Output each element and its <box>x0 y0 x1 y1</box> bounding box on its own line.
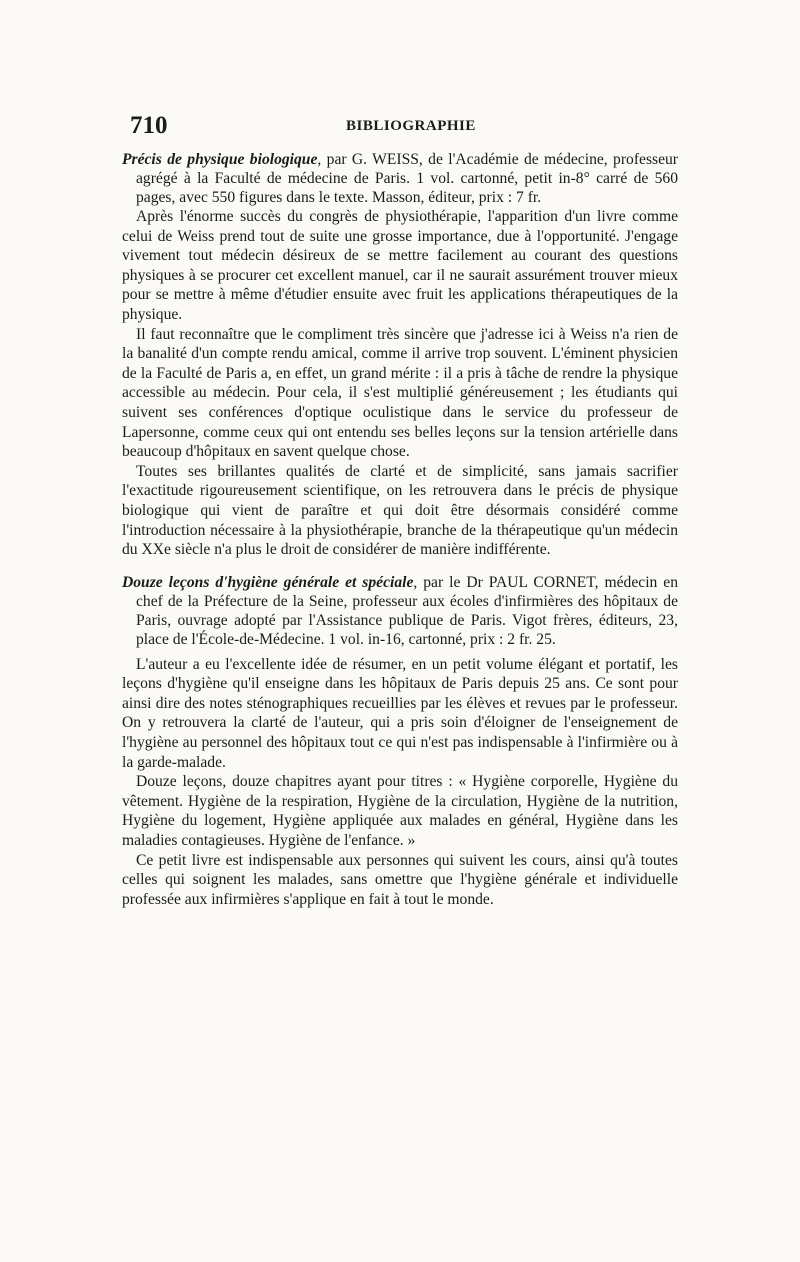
citation-details: , par le Dr PAUL CORNET, médecin en chef de la Préfecture de la Seine, professeur aux écoles d'infirmières des hôpitaux de Paris, ouvrage adopté par l'Assistance publique de Paris. Vigot frères, éditeurs, 23, place de l'École-de-Médecine. 1 vol. in-16, cartonné, prix : 2 fr. 25. <box>136 573 678 648</box>
page-header <box>130 112 678 142</box>
citation-details: , par G. WEISS, de l'Académie de médecine, professeur agrégé à la Faculté de médecine de Paris. 1 vol. cartonné, petit in-8° carré de 560 pages, avec 550 figures dans le texte. Masson, éditeur, prix : 7 fr. <box>136 151 678 206</box>
citation-weiss <box>122 150 678 207</box>
review-entry-weiss <box>122 150 678 560</box>
review-paragraph: Il faut reconnaître que le compliment très sincère que j'adresse ici à Weiss n'a rien de la banalité d'un compte rendu amical, comme il arrive trop souvent. L'éminent physicien de la Faculté de Paris a, en effet, un grand mérite : il a pris à tâche de rendre la physique accessible au médecin. Pour cela, il s'est multiplié généreusement ; les étudiants qui suivent ses conférences d'optique oculistique dans le service du professeur de Lapersonne, comme ceux qui ont entendu ses belles leçons sur la tension artérielle dans beaucoup d'hôpitaux en savent quelque chose. <box>122 325 678 461</box>
page-body <box>122 150 678 909</box>
book-title: Précis de physique biologique <box>122 151 318 168</box>
running-head: BIBLIOGRAPHIE <box>346 118 476 134</box>
review-paragraph: L'auteur a eu l'excellente idée de résumer, en un petit volume élégant et portatif, les leçons d'hygiène qu'il enseigne dans les hôpitaux de Paris depuis 25 ans. Ce sont pour ainsi dire des notes sténographiques recueillies par les élèves et revues par le professeur. On y retrouvera la clarté de l'auteur, qui a pris soin d'éloigner de l'enseignement de l'hygiène au personnel des hôpitaux tout ce qui n'est pas indispensable à l'infirmière ou à la garde-malade. <box>122 655 678 771</box>
citation-cornet <box>122 573 678 649</box>
book-title: Douze leçons d'hygiène générale et spéciale <box>122 573 414 591</box>
review-paragraph: Toutes ses brillantes qualités de clarté et de simplicité, sans jamais sacrifier l'exactitude rigoureusement scientifique, on les retrouvera dans le précis de physique biologique qui vient de paraître et qui doit être désormais considéré comme l'introduction nécessaire à la physiothérapie, branche de la thérapeutique qu'un médecin du XXe siècle n'a plus le droit de considérer de manière indifférente. <box>122 462 678 559</box>
page-number: 710 <box>130 112 168 139</box>
review-paragraph: Après l'énorme succès du congrès de physiothérapie, l'apparition d'un livre comme celui de Weiss prend tout de suite une grosse importance, due à l'opportunité. J'engage vivement tout médecin désireux de se mettre facilement au courant des questions physiques à se procurer cet excellent manuel, car il ne saurait assurément trouver mieux pour se mettre à même d'étudier ensuite avec fruit les applications thérapeutiques de la physique. <box>122 208 678 323</box>
review-entry-cornet <box>122 573 678 910</box>
review-paragraph: Ce petit livre est indispensable aux personnes qui suivent les cours, ainsi qu'à toutes celles qui soignent les malades, sans omettre que l'hygiène générale et individuelle professée aux infirmières s'applique en fait à tout le monde. <box>122 851 678 908</box>
review-paragraph: Douze leçons, douze chapitres ayant pour titres : « Hygiène corporelle, Hygiène du vêtement. Hygiène de la respiration, Hygiène de la circulation, Hygiène de la nutrition, Hygiène du logement, Hygiène appliquée aux malades en général, Hygiène dans les maladies contagieuses. Hygiène de l'enfance. » <box>122 773 678 850</box>
